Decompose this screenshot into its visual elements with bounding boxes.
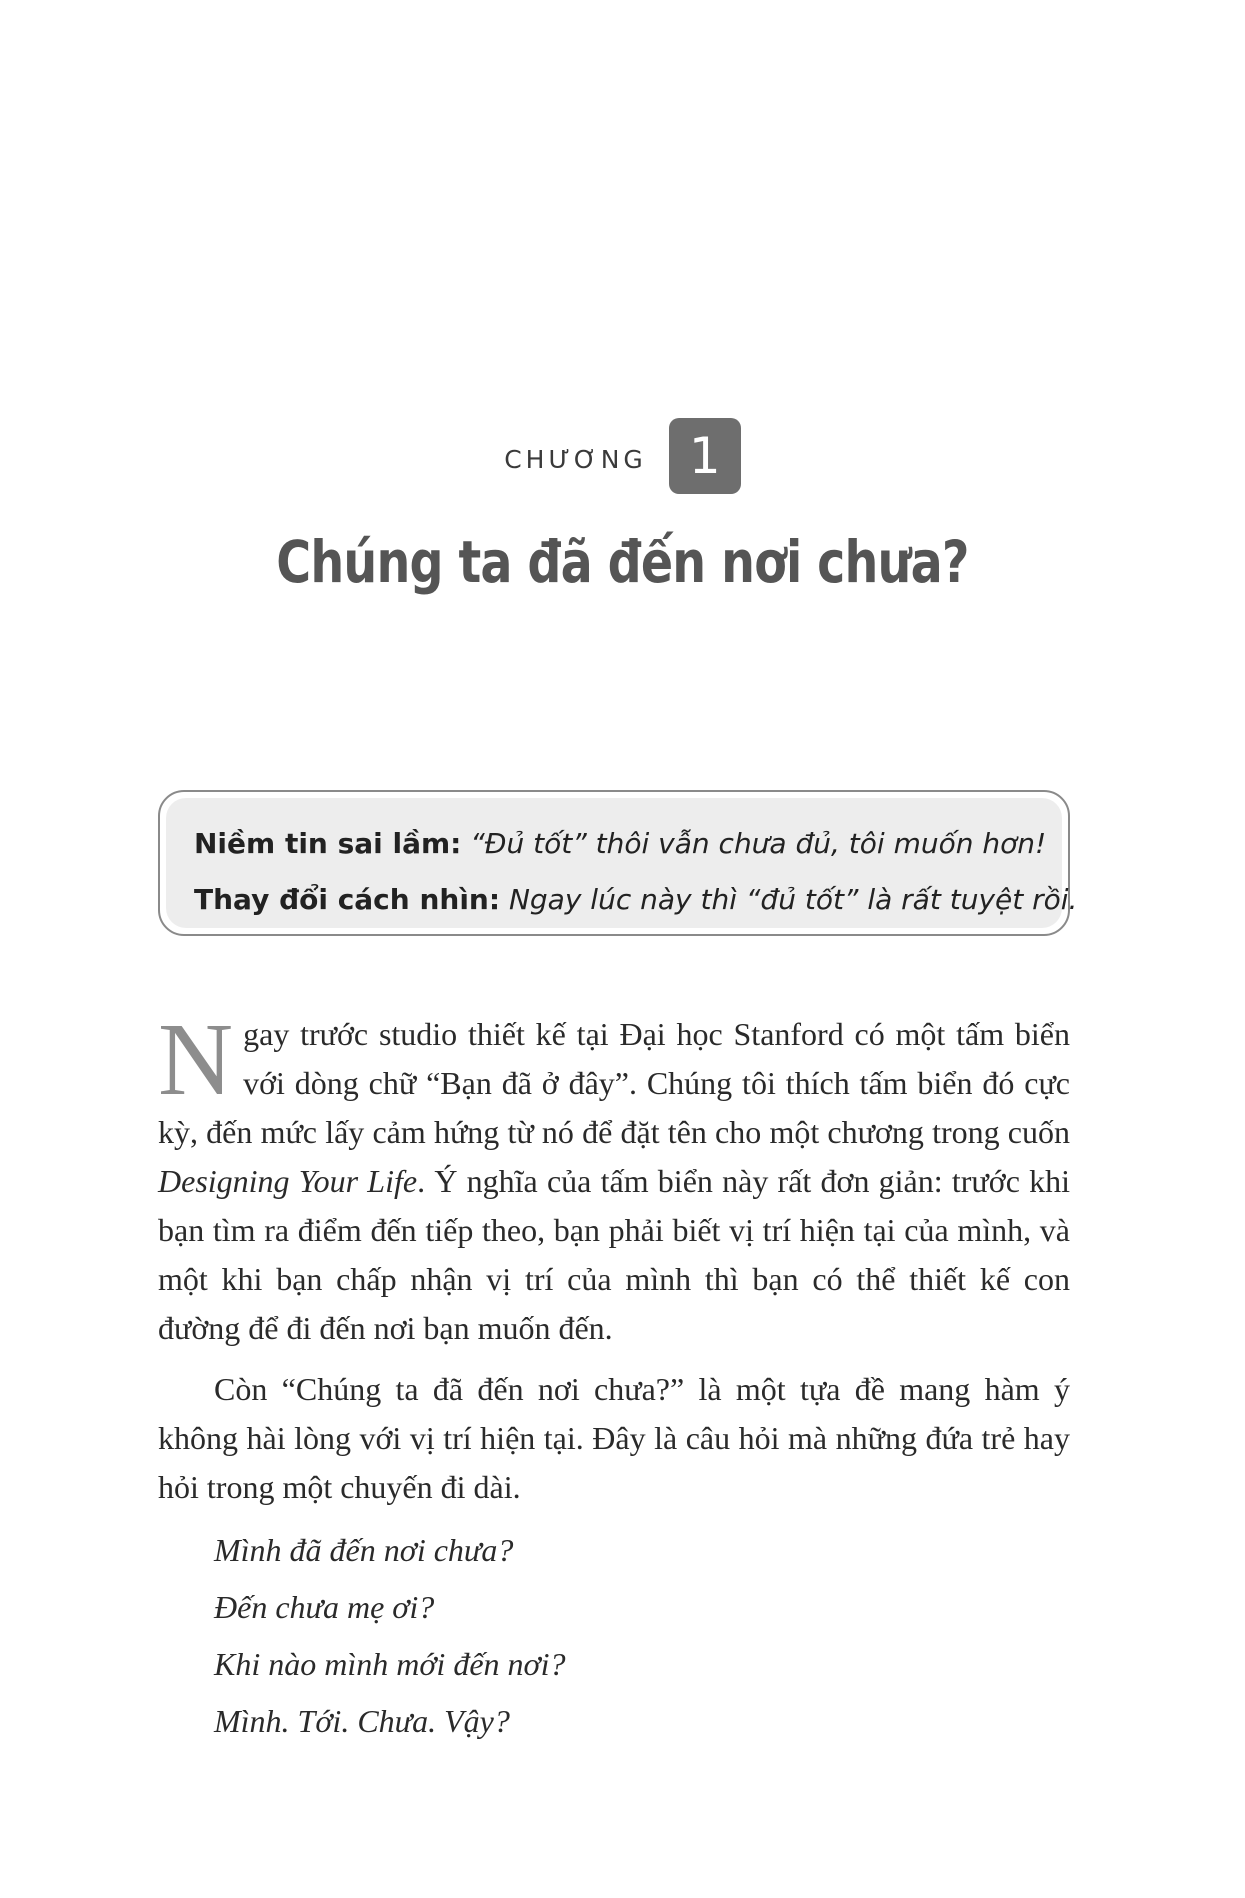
paragraph-2: Còn “Chúng ta đã đến nơi chưa?” là một tựa đề mang hàm ý không hài lòng với vị trí hiện tại. Đây là câu hỏi mà những đứa trẻ hay hỏi trong một chuyến đi dài. <box>158 1371 1070 1505</box>
body-text <box>158 1002 1071 1512</box>
paragraph-1 <box>158 1002 1071 1353</box>
verse-line: Mình đã đến nơi chưa? <box>214 1532 514 1568</box>
chapter-number-badge: 1 <box>669 418 741 494</box>
verse-line: Đến chưa mẹ ơi? <box>214 1589 435 1625</box>
false-belief-text: “Đủ tốt” thôi vẫn chưa đủ, tôi muốn hơn! <box>461 827 1047 860</box>
reframe-label: Thay đổi cách nhìn: <box>194 883 501 916</box>
book-title: Designing Your Life <box>158 1163 418 1199</box>
drop-cap: N <box>158 1002 234 1117</box>
verse-line: Khi nào mình mới đến nơi? <box>214 1646 566 1682</box>
callout-line-false-belief <box>194 816 1047 872</box>
reframe-text: Ngay lúc này thì “đủ tốt” là rất tuyệt rồi. <box>500 883 1078 916</box>
callout-line-reframe <box>194 872 1078 928</box>
chapter-label: CHƯƠNG <box>504 444 647 474</box>
callout-inner <box>166 798 1078 928</box>
chapter-title: Chúng ta đã đến nơi chưa? <box>276 528 969 596</box>
paragraph-1-text-b: . Ý nghĩa của tấm biển này rất đơn giản: trước khi bạn tìm ra điểm đến tiếp theo, bạn phải biết vị trí hiện tại của mình, và một khi bạn chấp nhận vị trí của mình thì bạn có thể thiết kế con đường để đi đến nơi bạn muốn đến. <box>158 1163 1071 1346</box>
belief-callout-box <box>158 790 1078 936</box>
false-belief-label: Niềm tin sai lầm: <box>194 827 462 860</box>
chapter-heading <box>0 418 1245 494</box>
paragraph-1-text-a: gay trước studio thiết kế tại Đại học Stanford có một tấm biển với dòng chữ “Bạn đã ở đây”. Chúng tôi thích tấm biển đó cực kỳ, đến mức lấy cảm hứng từ nó để đặt tên cho một chương trong cuốn <box>158 1016 1070 1150</box>
verse-line: Mình. Tới. Chưa. Vậy? <box>214 1703 510 1739</box>
